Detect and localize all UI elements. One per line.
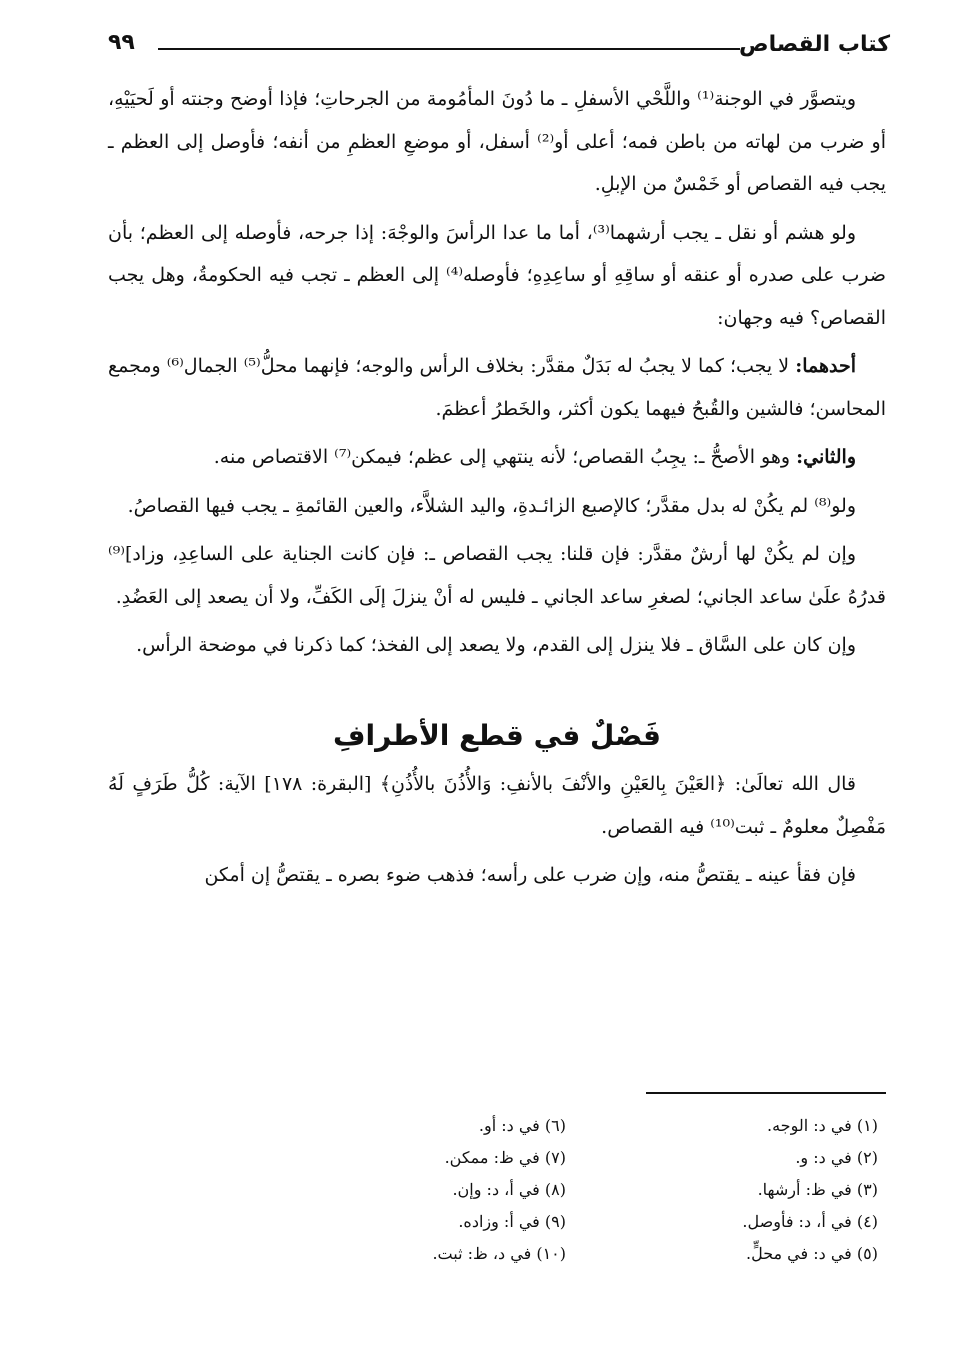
paragraph: ولو هشم أو نقل ـ يجب أرشهما⁽³⁾، أما ما عدا الرأسَ والوجْهَ: إذا جرحه، فأوصله إلى العظم؛ بأن ضرب على صدره أو عنقه أو ساقِهِ أو ساعِدِهِ؛ فأوصله⁽⁴⁾ إلى العظم ـ تجب فيه الحكومةُ، وهل يجب القصاص؟ فيه وجهان:: [108, 221, 886, 329]
book-title: كتاب القصاص: [739, 32, 890, 57]
footnote: (٥) في د: في محلٍّ.: [745, 1244, 878, 1263]
paragraph: فإن فقأ عينه ـ يقتصُّ منه، وإن ضرب على رأسه؛ فذهب ضوء بصره ـ يقتصُّ إن أمكن: [204, 864, 856, 886]
paragraph: قال الله تعالَىٰ: ﴿العَيْنَ بِالعَيْنِ والأنْفَ بالأنفِ: وَالأُذُنَ بالأُذُنِ﴾ [البقرة: ١٧٨] الآية: كُلُّ طَرَفٍ لَهُ مَفْصِلٌ معلومٌ ـ ثبت⁽¹⁰⁾ فيه القصاص.: [108, 773, 886, 838]
footnote-rule: [646, 1092, 886, 1094]
paragraph-text: لا يجب؛ كما لا يجبُ له بَدَلٌ مقدَّر: بخلاف الرأس والوجه؛ فإنهما محلُّ⁽⁵⁾ الجمال⁽⁶⁾ ومجمع المحاسن؛ فالشين والقُبحُ فيهما يكون أكثر، والخَطرُ أعظمَ.: [108, 355, 886, 420]
footnote: (٨) في أ، د: وإن.: [452, 1180, 566, 1199]
page-number: ٩٩: [108, 30, 135, 55]
paragraph-lead: أحدهما:: [795, 355, 857, 377]
footnote: (٩) في أ: وزاده.: [458, 1212, 566, 1231]
footnote: (٧) في ظ: ممكن.: [444, 1148, 566, 1167]
paragraph: وإن كان على السَّاق ـ فلا ينزل إلى القدم، ولا يصعد إلى الفخذ؛ كما ذكرنا في موضحة الرأس.: [136, 634, 856, 656]
footnote: (٦) في د: أو.: [478, 1116, 566, 1135]
section-heading: فَصْلٌ في قطع الأطرافِ: [333, 718, 661, 752]
body-text: [108, 78, 886, 903]
footnotes-column-right: [618, 1110, 878, 1270]
paragraph: ولو⁽⁸⁾ لم يكُنْ له بدل مقدَّر؛ كالإصبع الزائـدةِ، واليد الشلاَّء، والعين القائمةِ ـ يجب فيها القصاصُ.: [127, 494, 856, 517]
paragraph-lead: والثاني:: [796, 446, 856, 468]
header-rule: [158, 48, 740, 50]
footnote: (٤) في أ، د: فأوصل.: [742, 1212, 878, 1231]
footnote: (٣) في ظ: أرشها.: [757, 1180, 878, 1199]
footnote: (١٠) في د، ظ: ثبت.: [432, 1244, 566, 1263]
paragraph-text: وهو الأصحُّ ـ: يجِبُ القصاص؛ لأنه ينتهي إلى عظم؛ فيمكن⁽⁷⁾ الاقتصاص منه.: [213, 446, 797, 468]
footnote: (٢) في د: و.: [795, 1148, 878, 1167]
paragraph: وإن لم يكُنْ لها أرشٌ مقدَّر: فإن قلنا: يجب القصاص ـ: فإن كانت الجناية على الساعِدِ، وزاد]⁽⁹⁾ قدرُهُ علَىٰ ساعد الجاني؛ لصغرِ ساعد الجاني ـ فليس له أنْ ينزلَ إلَى الكَفِّ، ولا أن يصعد إلى العَضُدِ.: [108, 543, 886, 608]
footnotes-column-left: [306, 1110, 566, 1270]
paragraph: ويتصوَّر في الوجنة⁽¹⁾ واللَّحْي الأسفلِ ـ ما دُونَ المأمُومة من الجرحاتِ؛ فإذا أوضح وجنته أو لَحيَيْهِ، أو ضرب من لهاته من باطن فمه؛ أعلى أو⁽²⁾ أسفل، أو موضعِ العظمِ من أنفه؛ فأوصل إلى العظم ـ يجب فيه القصاص أو خَمْسٌ من الإبلِ.: [108, 88, 886, 195]
paragraph: [108, 436, 886, 479]
running-header: [108, 28, 890, 68]
paragraph: [108, 345, 886, 430]
footnote: (١) في د: الوجه.: [767, 1116, 878, 1135]
